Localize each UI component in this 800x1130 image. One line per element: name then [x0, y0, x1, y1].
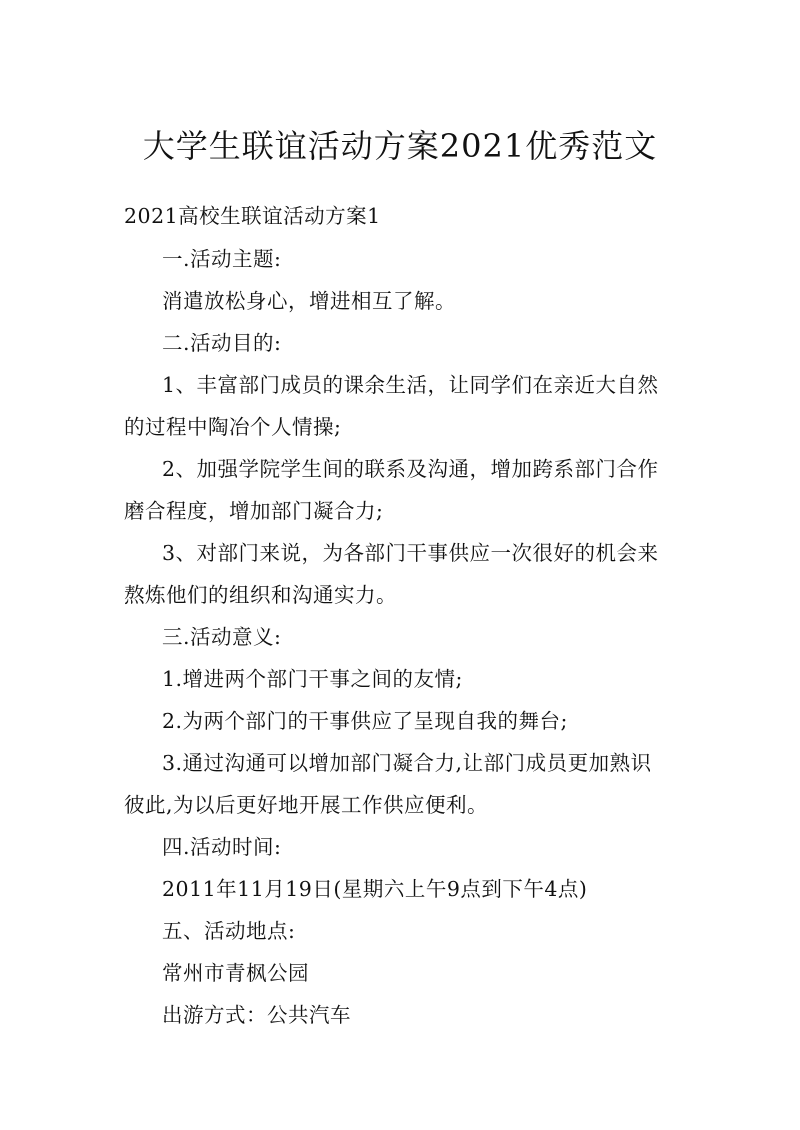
paragraph-line: 3、对部门来说，为各部门干事供应一次很好的机会来 — [162, 541, 659, 565]
section-heading: 2021高校生联谊活动方案1 — [124, 204, 381, 228]
paragraph-line: 三.活动意义: — [162, 625, 282, 649]
paragraph-line: 消遣放松身心，增进相互了解。 — [162, 289, 456, 313]
paragraph-line: 1.增进两个部门干事之间的友情; — [162, 667, 463, 691]
paragraph-line: 一.活动主题: — [162, 247, 282, 271]
paragraph-line: 2011年11月19日(星期六上午9点到下午4点) — [162, 877, 588, 901]
paragraph-line: 二.活动目的: — [162, 331, 282, 355]
paragraph-line: 1、丰富部门成员的课余生活，让同学们在亲近大自然 — [162, 373, 659, 397]
paragraph-line: 磨合程度，增加部门凝合力; — [124, 499, 384, 523]
paragraph-line: 出游方式：公共汽车 — [162, 1003, 351, 1027]
paragraph-line: 四.活动时间: — [162, 835, 282, 859]
paragraph-line: 2、加强学院学生间的联系及沟通，增加跨系部门合作 — [162, 457, 659, 481]
paragraph-line: 2.为两个部门的干事供应了呈现自我的舞台; — [162, 709, 568, 733]
paragraph-line: 熬炼他们的组织和沟通实力。 — [124, 583, 397, 607]
paragraph-line: 常州市青枫公园 — [162, 961, 309, 985]
paragraph-line: 的过程中陶冶个人情操; — [124, 415, 342, 439]
paragraph-line: 彼此,为以后更好地开展工作供应便利。 — [124, 793, 489, 817]
document-title: 大学生联谊活动方案2021优秀范文 — [142, 127, 658, 165]
paragraph-line: 五、活动地点: — [162, 919, 296, 943]
paragraph-line: 3.通过沟通可以增加部门凝合力,让部门成员更加熟识 — [162, 751, 652, 775]
